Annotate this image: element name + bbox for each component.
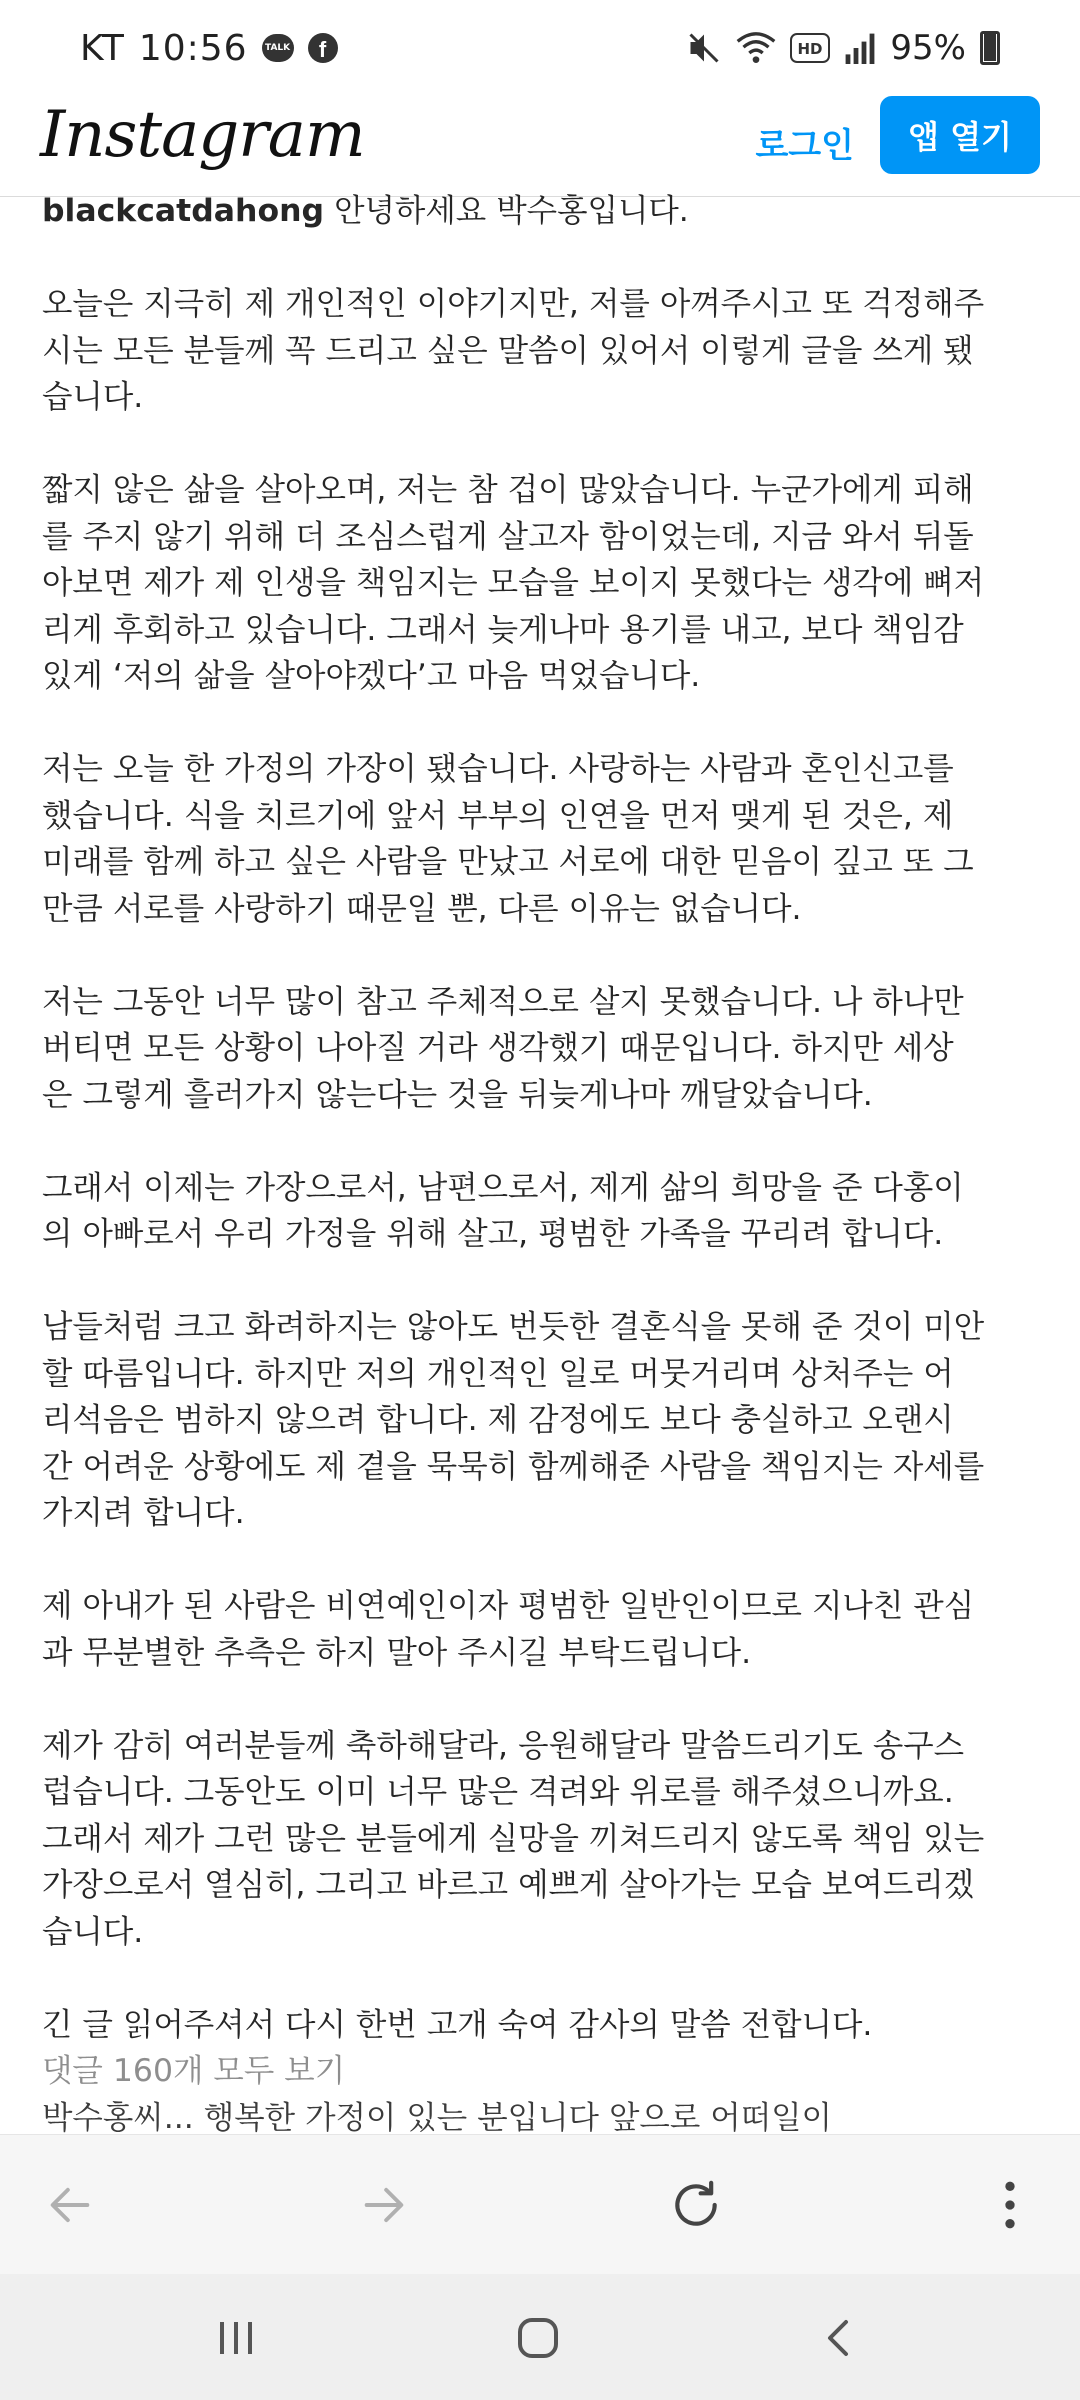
paragraph-gap: [42, 421, 1040, 468]
kakaotalk-icon: TALK: [262, 34, 294, 62]
status-bar: [0, 0, 1080, 96]
paragraph-gap: [42, 235, 1040, 282]
reload-icon: [668, 2177, 724, 2233]
battery-fill: [984, 34, 996, 61]
browser-more-button[interactable]: [980, 2175, 1040, 2235]
caption-paragraph: 제 아내가 된 사람은 비연예인이자 평범한 일반인이므로 지나친 관심 과 무분별한 추측은 하지 말아 주시길 부탁드립니다.: [42, 1588, 975, 1671]
paragraph-gap: [42, 1118, 1040, 1165]
login-link[interactable]: 로그인: [755, 126, 854, 166]
caption-paragraph: 제가 감히 여러분들께 축하해달라, 응원해달라 말씀드리기도 송구스 럽습니다. 그동안도 이미 너무 많은 격려와 위로를 해주셨으니까요. 그래서 제가 그런 많은 분들에게 실망을 끼쳐드리지 않도록 책임 있는 가장으로서 열심히, 그리고 바르고 예쁘게 살아가는 모습 보여드리겠 습니다.: [42, 1727, 985, 1950]
paragraph-gap: [42, 1537, 1040, 1584]
battery-icon: [980, 31, 1000, 65]
paragraph-gap: [42, 932, 1040, 979]
signal-icon: [844, 31, 876, 65]
back-chevron-icon: [816, 2314, 864, 2362]
caption-paragraph: 긴 글 읽어주셔서 다시 한번 고개 숙여 감사의 말씀 전합니다.: [42, 2006, 873, 2043]
paragraph-gap: [42, 1676, 1040, 1723]
home-icon: [514, 2314, 562, 2362]
comment-preview: 박수홍씨... 행복한 가정이 있는 분입니다 앞으로 어떠일이: [42, 2099, 832, 2134]
caption-paragraph: 오늘은 지극히 제 개인적인 이야기지만, 저를 아껴주시고 또 걱정해주 시는 모든 분들께 꼭 드리고 싶은 말씀이 있어서 이렇게 글을 쓰게 됐 습니다.: [42, 286, 985, 415]
status-right: [686, 24, 1000, 72]
caption-username[interactable]: blackcatdahong: [42, 193, 325, 229]
browser-reload-button[interactable]: [666, 2175, 726, 2235]
battery-percent: 95%: [890, 28, 966, 68]
back-arrow-icon: [44, 2179, 96, 2231]
mute-icon: [686, 30, 722, 66]
browser-back-button[interactable]: [40, 2175, 100, 2235]
forward-arrow-icon: [358, 2179, 410, 2231]
status-left: [80, 24, 338, 72]
caption-paragraph: 짧지 않은 삶을 살아오며, 저는 참 겁이 많았습니다. 누군가에게 피해 를 주지 않기 위해 더 조심스럽게 살고자 함이었는데, 지금 와서 뒤돌 아보면 제가 제 인생을 책임지는 모습을 보이지 못했다는 생각에 뼈저 리게 후회하고 있습니다. 그래서 늦게나마 용기를 내고, 보다 책임감 있게 ‘저의 삶을 살아야겠다’고 마음 먹었습니다.: [42, 472, 985, 694]
browser-toolbar: [0, 2134, 1080, 2275]
hd-icon: [790, 33, 830, 63]
recent-apps-icon: [212, 2314, 260, 2362]
caption-paragraph: 저는 그동안 너무 많이 참고 주체적으로 살지 못했습니다. 나 하나만 버티면 모든 상황이 나아질 거라 생각했기 때문입니다. 하지만 세상 은 그렇게 흘러가지 않는다는 것을 뒤늦게나마 깨달았습니다.: [42, 983, 964, 1113]
system-back-button[interactable]: [810, 2308, 870, 2368]
clock: 10:56: [138, 27, 248, 69]
post-caption: [42, 188, 1040, 2134]
open-app-button[interactable]: 앱 열기: [880, 96, 1040, 174]
caption-first-line: [42, 188, 1040, 235]
caption-paragraph: 그래서 이제는 가장으로서, 남편으로서, 제게 삶의 희망을 준 다홍이 의 아빠로서 우리 가정을 위해 살고, 평범한 가족을 꾸리려 합니다.: [42, 1169, 964, 1252]
instagram-logo[interactable]: Instagram: [40, 98, 365, 172]
system-navigation-bar: [0, 2274, 1080, 2400]
facebook-icon: f: [308, 33, 338, 63]
carrier-label: KT: [80, 27, 125, 69]
caption-paragraph: 저는 오늘 한 가정의 가장이 됐습니다. 사랑하는 사람과 혼인신고를 했습니다. 식을 치르기에 앞서 부부의 인연을 먼저 맺게 된 것은, 제 미래를 함께 하고 싶은 사람을 만났고 서로에 대한 믿음이 깊고 또 그 만큼 서로를 사랑하기 때문일 뿐, 다른 이유는 없습니다.: [42, 751, 974, 927]
wifi-icon: [736, 30, 776, 66]
paragraph-gap: [42, 1955, 1040, 2002]
view-all-comments-link[interactable]: 댓글 160개 모두 보기: [42, 2053, 346, 2089]
browser-forward-button[interactable]: [354, 2175, 414, 2235]
recent-apps-button[interactable]: [206, 2308, 266, 2368]
instagram-header: [0, 96, 1080, 197]
home-button[interactable]: [508, 2308, 568, 2368]
paragraph-gap: [42, 700, 1040, 747]
caption-paragraph: 남들처럼 크고 화려하지는 않아도 번듯한 결혼식을 못해 준 것이 미안 할 따름입니다. 하지만 저의 개인적인 일로 머뭇거리며 상처주는 어 리석음은 범하지 않으려 합니다. 제 감정에도 보다 충실하고 오랜시 간 어려운 상황에도 제 곁을 묵묵히 함께해준 사람을 책임지는 자세를 가지려 합니다.: [42, 1309, 985, 1531]
caption-greeting: 안녕하세요 박수홍입니다.: [324, 193, 689, 229]
more-vertical-icon: [990, 2177, 1030, 2233]
paragraph-gap: [42, 1258, 1040, 1305]
svg-text:HD: HD: [797, 40, 823, 58]
